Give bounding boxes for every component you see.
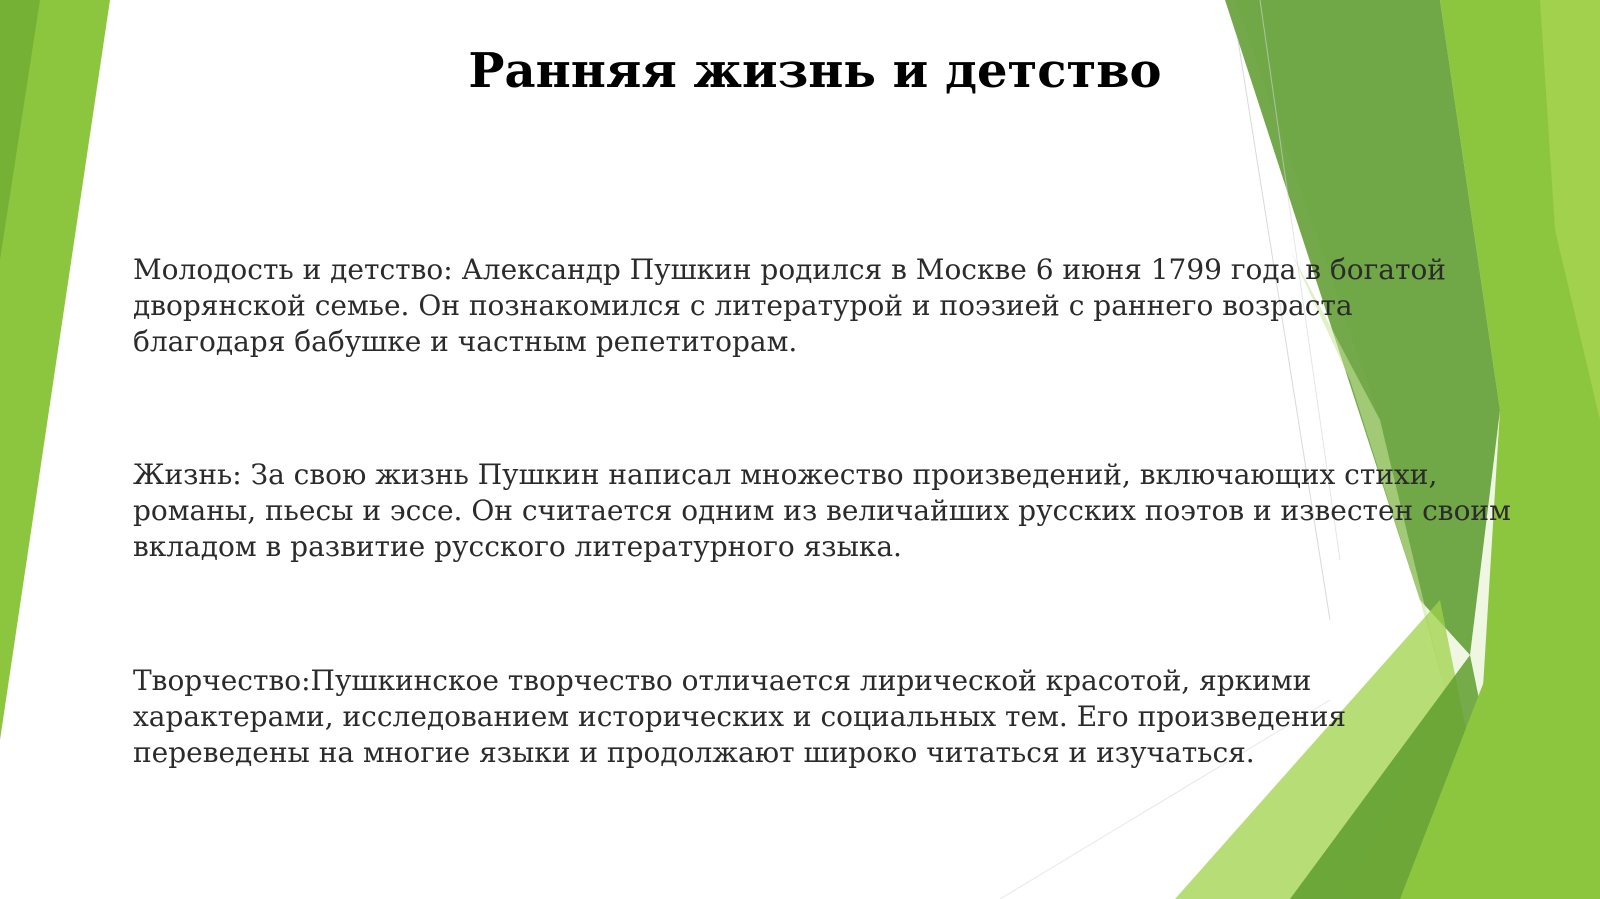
paragraph-childhood: Молодость и детство: Александр Пушкин родился в Москве 6 июня 1799 года в богатой дворянской семье. Он познакомился с литературой и поэзией с раннего возраста благодаря бабушке и частным репетиторам. bbox=[133, 253, 1446, 358]
paragraph-creativity: Творчество:Пушкинское творчество отличается лирической красотой, яркими характерами, исследованием исторических и социальных тем. Его произведения переведены на многие языки и продолжают широко читаться и изучаться. bbox=[133, 664, 1347, 769]
paragraph-life: Жизнь: За свою жизнь Пушкин написал множество произведений, включающих стихи, романы, пьесы и эссе. Он считается одним из величайших русских поэтов и известен своим вкладом в развитие русского литературного языка. bbox=[133, 458, 1511, 563]
slide-title: Ранняя жизнь и детство bbox=[468, 43, 1162, 99]
